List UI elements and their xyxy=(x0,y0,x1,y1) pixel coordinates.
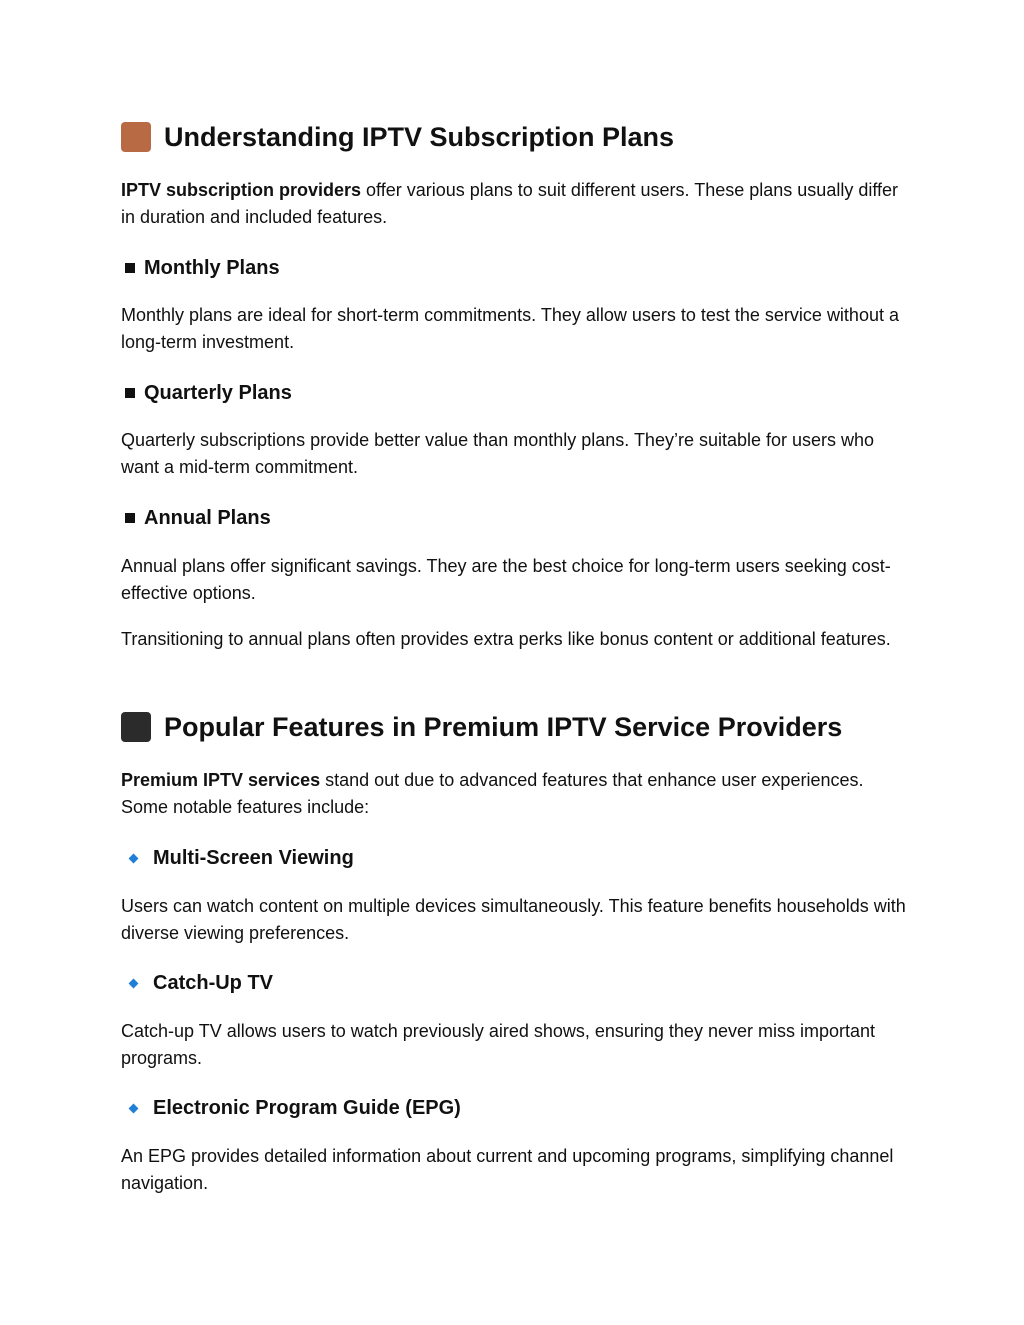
paragraph-closing: Transitioning to annual plans often provides extra perks like bonus content or additional features. xyxy=(121,629,891,649)
blue-diamond-bullet-icon xyxy=(129,853,139,863)
paragraph-epg: An EPG provides detailed information about current and upcoming programs, simplifying channel navigation. xyxy=(121,1146,894,1193)
black-square-bullet-icon xyxy=(125,263,135,273)
paragraph-multi-screen-viewing: Users can watch content on multiple devices simultaneously. This feature benefits households with diverse viewing preferences. xyxy=(121,896,906,943)
black-square-bullet-icon xyxy=(125,513,135,523)
intro-text: offer various plans to suit different users. These plans usually differ in duration and included features. xyxy=(121,180,899,227)
blue-diamond-bullet-icon xyxy=(129,978,139,988)
subheading-label: Quarterly Plans xyxy=(144,382,292,404)
black-square-bullet-icon xyxy=(125,388,135,398)
subheading-label: Monthly Plans xyxy=(144,257,280,279)
paragraph-catch-up-tv: Catch-up TV allows users to watch previously aired shows, ensuring they never miss important programs. xyxy=(121,1021,875,1068)
subheading-epg xyxy=(121,1095,461,1121)
section-title: Understanding IPTV Subscription Plans xyxy=(164,122,675,152)
section-intro-paragraph xyxy=(121,177,911,230)
subheading-label: Multi-Screen Viewing xyxy=(153,847,354,869)
subheading-catch-up-tv xyxy=(121,970,273,996)
subheading-annual-plans xyxy=(121,505,271,531)
black-square-icon xyxy=(121,712,151,742)
subheading-monthly-plans xyxy=(121,255,280,281)
paragraph-annual-plans: Annual plans offer significant savings. They are the best choice for long-term users seeking cost-effective options. xyxy=(121,556,891,603)
section-title: Popular Features in Premium IPTV Service Providers xyxy=(164,712,843,742)
subheading-label: Electronic Program Guide (EPG) xyxy=(153,1097,461,1119)
subheading-multi-screen-viewing xyxy=(121,845,354,871)
section-heading-subscription-plans xyxy=(121,120,674,154)
section-heading-premium-features xyxy=(121,710,842,744)
paragraph-quarterly-plans: Quarterly subscriptions provide better value than monthly plans. They’re suitable for users who want a mid-term commitment. xyxy=(121,430,875,477)
intro-bold-term: IPTV subscription providers xyxy=(121,180,362,200)
section-intro-paragraph xyxy=(121,767,911,820)
subheading-label: Catch-Up TV xyxy=(153,972,273,994)
intro-text: stand out due to advanced features that enhance user experiences. Some notable features include: xyxy=(121,770,864,817)
brown-square-icon xyxy=(121,122,151,152)
subheading-quarterly-plans xyxy=(121,380,292,406)
paragraph-monthly-plans: Monthly plans are ideal for short-term commitments. They allow users to test the service without a long-term investment. xyxy=(121,305,899,352)
subheading-label: Annual Plans xyxy=(144,507,271,529)
blue-diamond-bullet-icon xyxy=(129,1103,139,1113)
intro-bold-term: Premium IPTV services xyxy=(121,770,321,790)
